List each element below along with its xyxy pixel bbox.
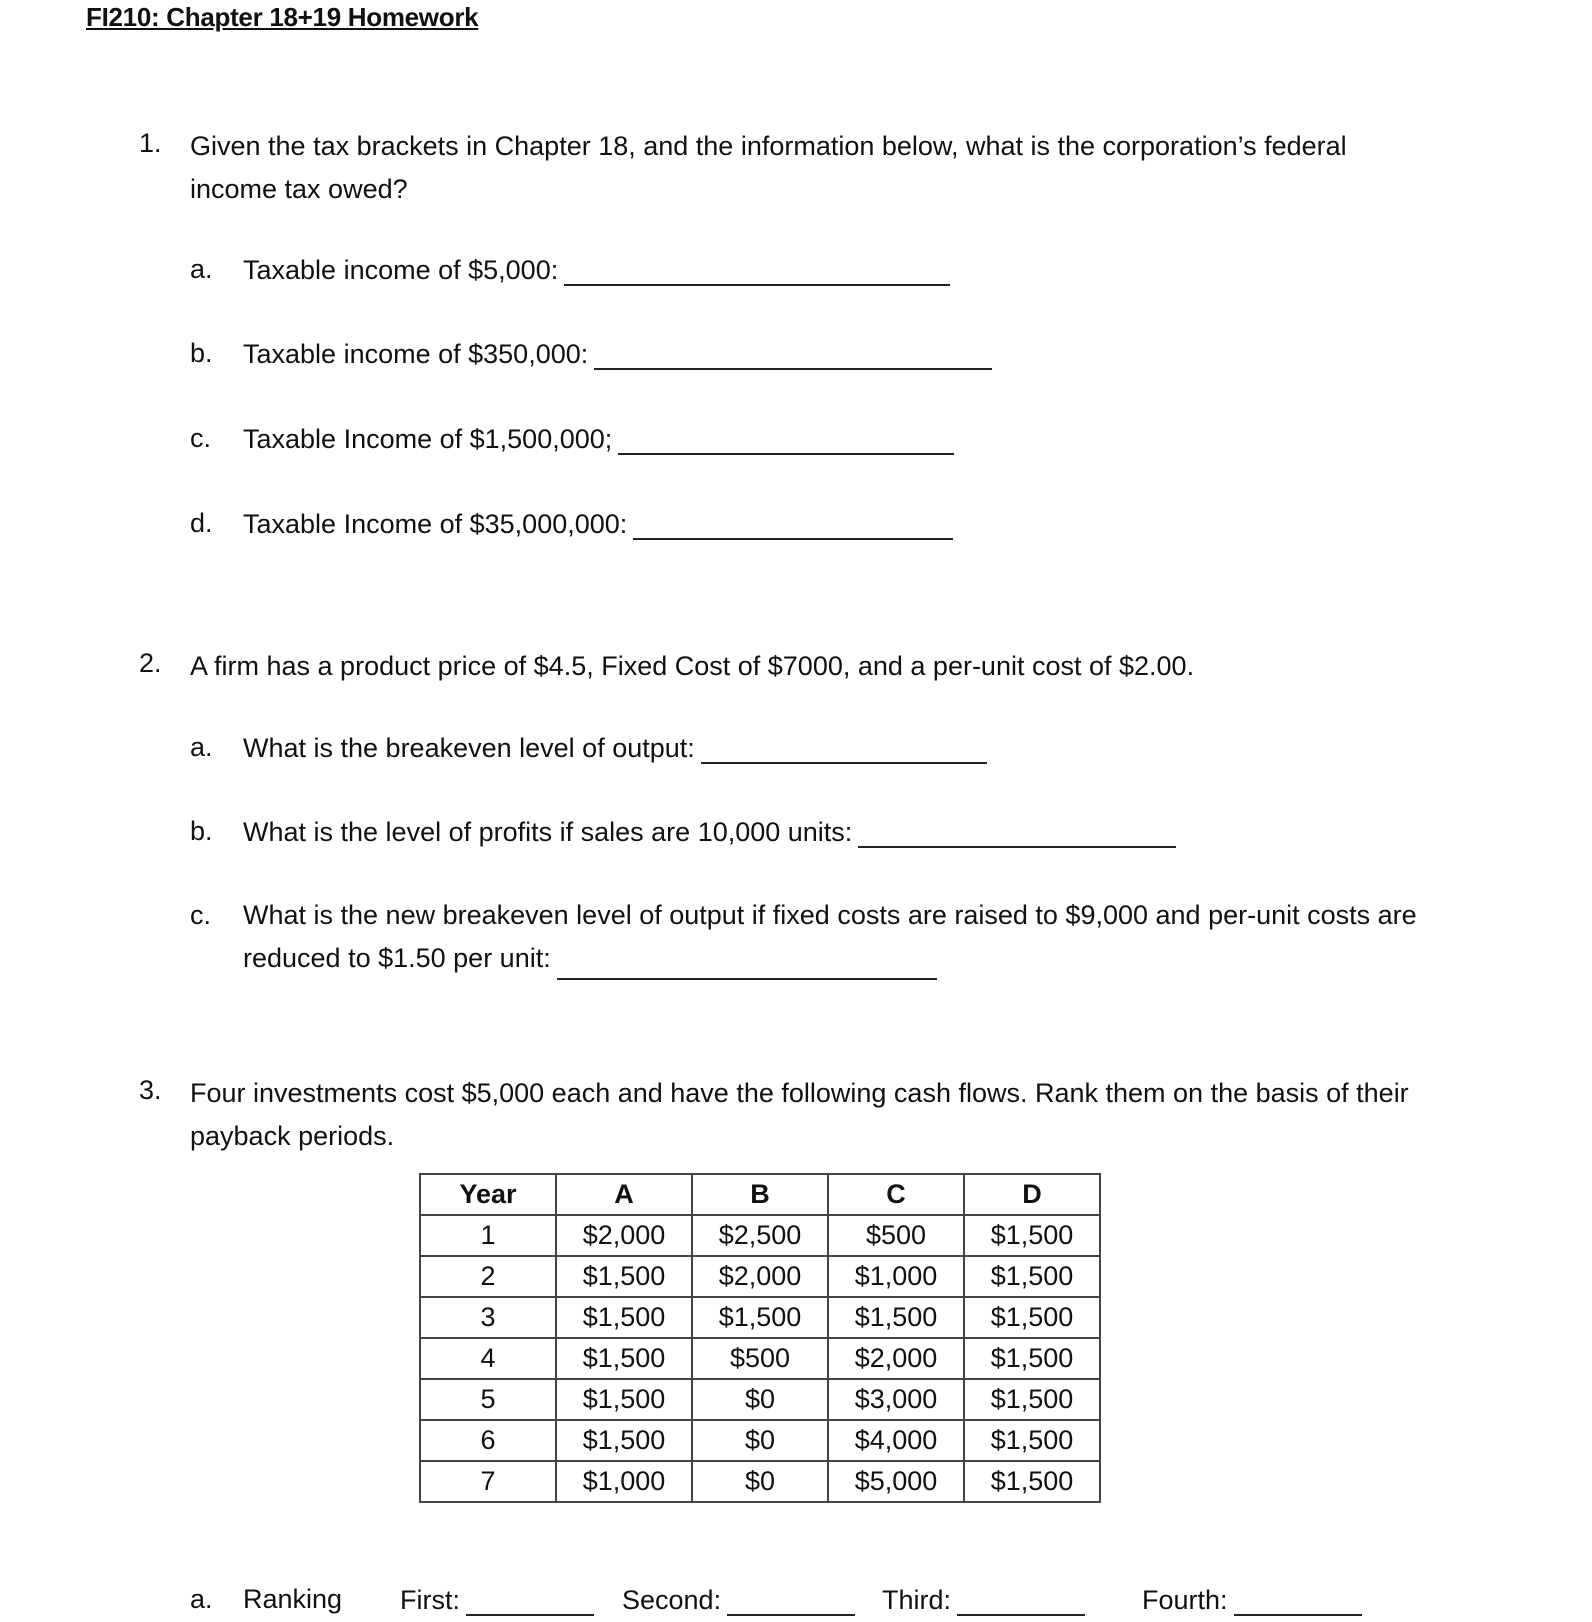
table-cell: $2,000 bbox=[828, 1338, 964, 1379]
table-row bbox=[420, 1420, 1100, 1461]
q2-text: A firm has a product price of $4.5, Fixed Cost of $7000, and a per-unit cost of $2.00. bbox=[190, 651, 1195, 681]
table-cell: $3,000 bbox=[828, 1379, 964, 1420]
q1-text: Given the tax brackets in Chapter 18, and the information below, what is the corporation’s federal income tax owed? bbox=[190, 131, 1347, 204]
q2-item-a-letter: a. bbox=[190, 732, 213, 762]
table-cell: $2,000 bbox=[556, 1215, 692, 1256]
ranking-second bbox=[622, 1584, 855, 1616]
ranking-second-label: Second: bbox=[622, 1585, 722, 1615]
table-row bbox=[420, 1297, 1100, 1338]
q1-item-d-answer-line[interactable] bbox=[633, 508, 953, 540]
table-row bbox=[420, 1379, 1100, 1420]
table-cell: 4 bbox=[420, 1338, 556, 1379]
q1-item-c-letter: c. bbox=[190, 423, 212, 453]
table-cell: $1,500 bbox=[964, 1379, 1100, 1420]
q1-item-b-letter: b. bbox=[190, 338, 213, 368]
cash-flow-table bbox=[419, 1173, 1101, 1503]
table-cell: $1,500 bbox=[964, 1420, 1100, 1461]
table-row bbox=[420, 1338, 1100, 1379]
table-cell: $1,500 bbox=[556, 1338, 692, 1379]
table-cell: $1,500 bbox=[964, 1297, 1100, 1338]
table-cell: $1,500 bbox=[964, 1338, 1100, 1379]
table-header-row bbox=[420, 1174, 1100, 1215]
column-header-a: A bbox=[556, 1174, 692, 1215]
table-cell: 7 bbox=[420, 1461, 556, 1502]
table-cell: $1,000 bbox=[828, 1256, 964, 1297]
table-cell: 5 bbox=[420, 1379, 556, 1420]
ranking-first-answer-line[interactable] bbox=[466, 1584, 594, 1616]
table-cell: $1,500 bbox=[556, 1420, 692, 1461]
table-row bbox=[420, 1461, 1100, 1502]
table-cell: $500 bbox=[692, 1338, 828, 1379]
q1-number: 1. bbox=[139, 128, 162, 158]
column-header-d: D bbox=[964, 1174, 1100, 1215]
document-title: FI210: Chapter 18+19 Homework bbox=[86, 2, 479, 32]
ranking-third-label: Third: bbox=[882, 1585, 952, 1615]
q3-text: Four investments cost $5,000 each and have the following cash flows. Rank them on the basis of their payback periods. bbox=[190, 1078, 1409, 1151]
q1-item-c-text: Taxable Income of $1,500,000; bbox=[243, 424, 613, 454]
ranking-letter: a. bbox=[190, 1584, 213, 1614]
ranking-label: Ranking bbox=[243, 1584, 343, 1614]
column-header-c: C bbox=[828, 1174, 964, 1215]
table-cell: $0 bbox=[692, 1461, 828, 1502]
table-cell: $0 bbox=[692, 1379, 828, 1420]
table-cell: 2 bbox=[420, 1256, 556, 1297]
table-cell: $1,500 bbox=[556, 1297, 692, 1338]
table-cell: 1 bbox=[420, 1215, 556, 1256]
q1-item-a-text: Taxable income of $5,000: bbox=[243, 255, 559, 285]
ranking-third-answer-line[interactable] bbox=[957, 1584, 1085, 1616]
table-cell: $0 bbox=[692, 1420, 828, 1461]
table-row bbox=[420, 1256, 1100, 1297]
q2-item-b-letter: b. bbox=[190, 816, 213, 846]
ranking-first-label: First: bbox=[400, 1585, 460, 1615]
q1-item-a-letter: a. bbox=[190, 254, 213, 284]
table-cell: $1,500 bbox=[556, 1379, 692, 1420]
table-cell: $1,500 bbox=[964, 1256, 1100, 1297]
q1-item-b-answer-line[interactable] bbox=[594, 338, 992, 370]
q2-item-b-text: What is the level of profits if sales are 10,000 units: bbox=[243, 817, 853, 847]
table-cell: $1,500 bbox=[964, 1461, 1100, 1502]
q2-item-c-answer-line[interactable] bbox=[557, 948, 937, 980]
q2-item-c-text: What is the new breakeven level of output if fixed costs are raised to $9,000 and per-unit costs are reduced to $1.50 per unit: bbox=[243, 900, 1417, 973]
table-cell: $1,500 bbox=[556, 1256, 692, 1297]
ranking-fourth-label: Fourth: bbox=[1142, 1585, 1228, 1615]
table-cell: $2,000 bbox=[692, 1256, 828, 1297]
table-cell: $4,000 bbox=[828, 1420, 964, 1461]
q2-item-c-body bbox=[243, 894, 1423, 980]
table-cell: $500 bbox=[828, 1215, 964, 1256]
column-header-year: Year bbox=[420, 1174, 556, 1215]
table-cell: $5,000 bbox=[828, 1461, 964, 1502]
q2-item-c-letter: c. bbox=[190, 900, 212, 930]
ranking-second-answer-line[interactable] bbox=[727, 1584, 855, 1616]
table-cell: $1,500 bbox=[828, 1297, 964, 1338]
table-cell: $1,500 bbox=[964, 1215, 1100, 1256]
ranking-fourth-answer-line[interactable] bbox=[1234, 1584, 1362, 1616]
q1-item-d-text: Taxable Income of $35,000,000: bbox=[243, 509, 628, 539]
ranking-fourth bbox=[1142, 1584, 1362, 1616]
q2-item-a-text: What is the breakeven level of output: bbox=[243, 733, 695, 763]
table-row bbox=[420, 1215, 1100, 1256]
q1-item-c-answer-line[interactable] bbox=[618, 423, 954, 455]
q2-item-a-answer-line[interactable] bbox=[701, 732, 987, 764]
q1-item-d-letter: d. bbox=[190, 508, 213, 538]
table-cell: 3 bbox=[420, 1297, 556, 1338]
q1-item-a-answer-line[interactable] bbox=[564, 254, 950, 286]
table-cell: $2,500 bbox=[692, 1215, 828, 1256]
q1-item-b-text: Taxable income of $350,000: bbox=[243, 339, 589, 369]
q2-number: 2. bbox=[139, 648, 162, 678]
q2-item-b-answer-line[interactable] bbox=[858, 816, 1176, 848]
column-header-b: B bbox=[692, 1174, 828, 1215]
table-cell: 6 bbox=[420, 1420, 556, 1461]
ranking-first bbox=[400, 1584, 594, 1616]
table-cell: $1,000 bbox=[556, 1461, 692, 1502]
table-cell: $1,500 bbox=[692, 1297, 828, 1338]
ranking-third bbox=[882, 1584, 1085, 1616]
q3-number: 3. bbox=[139, 1075, 162, 1105]
